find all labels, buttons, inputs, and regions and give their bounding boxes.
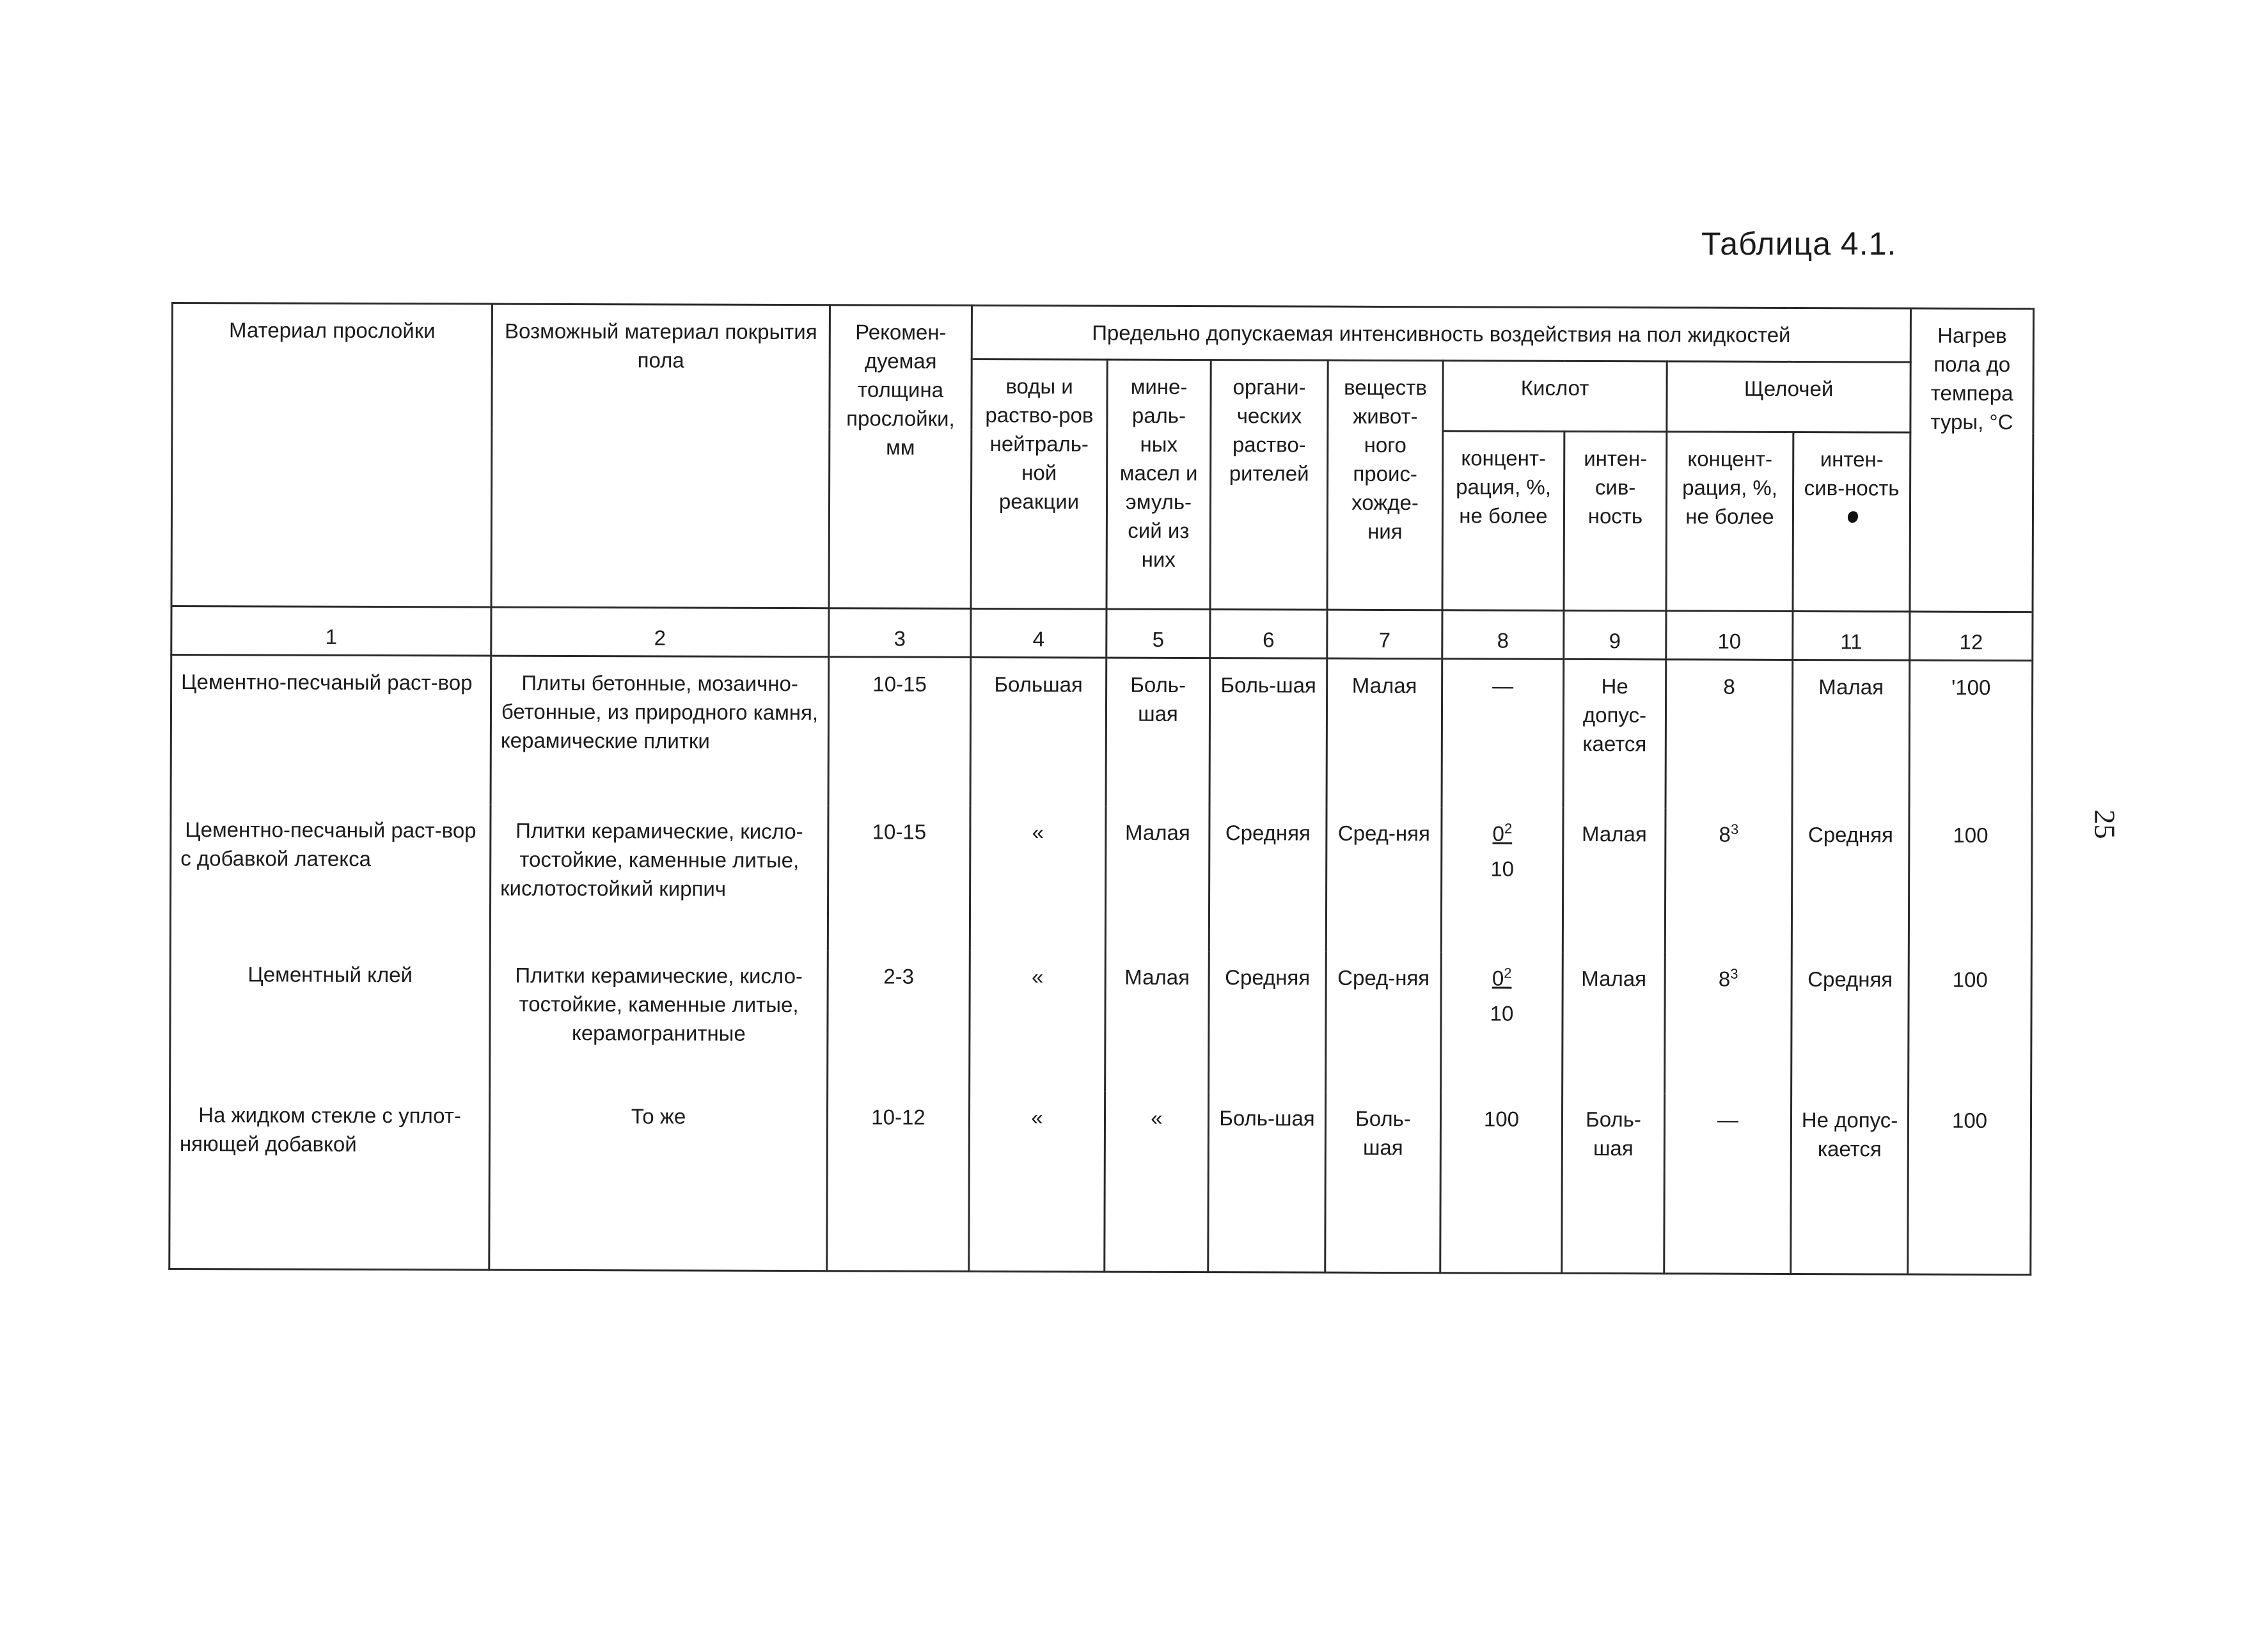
fraction-numerator bbox=[1490, 963, 1514, 992]
fraction-denominator: 10 bbox=[1490, 1001, 1514, 1025]
cell-heat: 100 bbox=[1908, 1094, 2031, 1275]
header-alkali-concentration: концент-рация, %, не более bbox=[1666, 432, 1793, 612]
cell-material: Цементно-песчаный раст-вор с добавкой латекса bbox=[170, 803, 491, 949]
header-mineral: мине-раль-ных масел и эмуль-сий из них bbox=[1106, 360, 1211, 610]
cell-acid-intensity: Малая bbox=[1563, 807, 1666, 953]
col-number: 2 bbox=[491, 607, 829, 657]
col-number: 7 bbox=[1327, 610, 1442, 659]
cell-cover: Плитки керамические, кисло-тостойкие, каменные литые, керамогранитные bbox=[490, 949, 828, 1091]
cell-organic: Боль-шая bbox=[1209, 658, 1327, 807]
cell-mineral: Боль-шая bbox=[1106, 658, 1210, 807]
cell-animal: Сред-няя bbox=[1326, 951, 1442, 1093]
cell-acid-intensity: Не допус-кается bbox=[1563, 659, 1666, 808]
cell-acid-concentration: — bbox=[1442, 659, 1564, 808]
col-number: 4 bbox=[971, 608, 1106, 658]
header-water: воды и раство-ров нейтраль-ной реакции bbox=[971, 359, 1107, 609]
table-row bbox=[169, 1088, 2031, 1274]
cell-water: « bbox=[969, 1091, 1105, 1272]
numerator-value: 0 bbox=[1492, 965, 1504, 990]
table-caption: Таблица 4.1. bbox=[1701, 226, 1897, 262]
cell-heat: '100 bbox=[1909, 660, 2033, 809]
footnote-mark: 2 bbox=[1504, 820, 1513, 837]
header-thickness: Рекомен-дуемая толщина прослойки, мм bbox=[829, 305, 972, 609]
cell-organic: Средняя bbox=[1209, 807, 1327, 952]
cell-thickness: 10-15 bbox=[828, 805, 970, 951]
col-number: 11 bbox=[1793, 611, 1910, 660]
cell-alkali-concentration: — bbox=[1664, 1093, 1792, 1274]
col-number: 9 bbox=[1564, 610, 1666, 660]
cell-alkali-concentration bbox=[1665, 808, 1792, 953]
header-cover: Возможный материал покрытия пола bbox=[491, 304, 830, 608]
col-number: 10 bbox=[1666, 611, 1793, 660]
numerator-value: 0 bbox=[1492, 821, 1505, 846]
cell-alkali-intensity: Малая bbox=[1792, 660, 1910, 809]
cell-mineral: Малая bbox=[1105, 951, 1209, 1092]
cell-organic: Средняя bbox=[1209, 951, 1327, 1093]
cell-animal: Малая bbox=[1327, 658, 1442, 807]
footnote-mark: 3 bbox=[1730, 821, 1739, 837]
cell-animal: Сред-няя bbox=[1326, 807, 1442, 952]
cell-alkali-intensity: Не допус-кается bbox=[1791, 1093, 1909, 1274]
col-number: 6 bbox=[1210, 610, 1327, 659]
fraction bbox=[1490, 963, 1514, 1027]
cell-water: « bbox=[970, 950, 1106, 1091]
header-alkali-intensity-label: интен-сив-ность bbox=[1804, 447, 1900, 500]
cell-material: Цементно-песчаный раст-вор bbox=[171, 655, 491, 805]
header-group: Предельно допускаемая интенсивность воздействия на пол жидкостей bbox=[972, 305, 1910, 362]
header-animal: веществ живот-ного проис-хожде-ния bbox=[1327, 360, 1443, 610]
cell-cover: То же bbox=[489, 1089, 828, 1271]
cell-acid-intensity: Малая bbox=[1563, 952, 1666, 1093]
cell-thickness: 10-12 bbox=[827, 1091, 970, 1272]
col-number: 3 bbox=[829, 608, 971, 658]
alkali-concentration-value: 8 bbox=[1718, 967, 1731, 991]
cell-water: Большая bbox=[970, 657, 1106, 806]
cell-alkali-concentration bbox=[1665, 953, 1792, 1094]
col-number: 1 bbox=[171, 606, 491, 656]
alkali-concentration-value: 8 bbox=[1719, 822, 1731, 846]
header-acid-intensity: интен-сив-ность bbox=[1564, 431, 1667, 611]
fraction-denominator: 10 bbox=[1490, 856, 1515, 881]
header-organic: органи-ческих раство-рителей bbox=[1210, 360, 1328, 610]
header-heat: Нагрев пола до темпера туры, °С bbox=[1910, 308, 2033, 612]
header-alkali-intensity bbox=[1793, 432, 1910, 612]
cell-organic: Боль-шая bbox=[1208, 1092, 1326, 1273]
data-table bbox=[168, 302, 2035, 1276]
cell-thickness: 10-15 bbox=[828, 657, 971, 806]
cell-heat: 100 bbox=[1909, 809, 2032, 954]
cell-material: На жидком стекле с уплот-няющей добавкой bbox=[169, 1088, 490, 1270]
header-material: Материал прослойки bbox=[171, 303, 492, 608]
cell-material: Цементный клей bbox=[170, 947, 491, 1089]
ink-speck-mark bbox=[1848, 511, 1858, 523]
cell-cover: Плитки керамические, кисло-тостойкие, каменные литые, кислотостойкий кирпич bbox=[490, 804, 828, 950]
fraction-numerator bbox=[1490, 819, 1514, 848]
header-acid-concentration: концент-рация, %, не более bbox=[1442, 431, 1564, 611]
cell-alkali-intensity: Средняя bbox=[1792, 808, 1909, 953]
header-alkalis: Щелочей bbox=[1667, 361, 1910, 432]
cell-mineral: Малая bbox=[1105, 806, 1209, 951]
cell-acid-concentration bbox=[1441, 807, 1563, 953]
cell-cover: Плиты бетонные, мозаично-бетонные, из природного камня, керамические плитки bbox=[491, 656, 829, 805]
fraction bbox=[1490, 819, 1514, 883]
cell-acid-intensity: Боль-шая bbox=[1562, 1093, 1665, 1274]
cell-animal: Боль-шая bbox=[1325, 1092, 1441, 1273]
cell-mineral: « bbox=[1105, 1091, 1209, 1272]
col-number: 12 bbox=[1910, 612, 2033, 661]
cell-heat: 100 bbox=[1909, 953, 2032, 1095]
cell-alkali-intensity: Средняя bbox=[1792, 953, 1909, 1094]
cell-water: « bbox=[970, 805, 1106, 951]
page-number: 25 bbox=[2088, 809, 2122, 839]
header-acids: Кислот bbox=[1443, 361, 1667, 432]
table-row bbox=[171, 655, 2033, 809]
footnote-mark: 2 bbox=[1504, 965, 1512, 981]
cell-thickness: 2-3 bbox=[828, 950, 970, 1091]
cell-acid-concentration bbox=[1441, 952, 1563, 1093]
cell-acid-concentration: 100 bbox=[1440, 1093, 1563, 1274]
col-number: 8 bbox=[1442, 610, 1564, 660]
footnote-mark: 3 bbox=[1730, 965, 1738, 982]
cell-alkali-concentration: 8 bbox=[1666, 660, 1793, 809]
col-number: 5 bbox=[1106, 609, 1210, 658]
table-row bbox=[170, 947, 2032, 1094]
table-row bbox=[170, 803, 2032, 954]
